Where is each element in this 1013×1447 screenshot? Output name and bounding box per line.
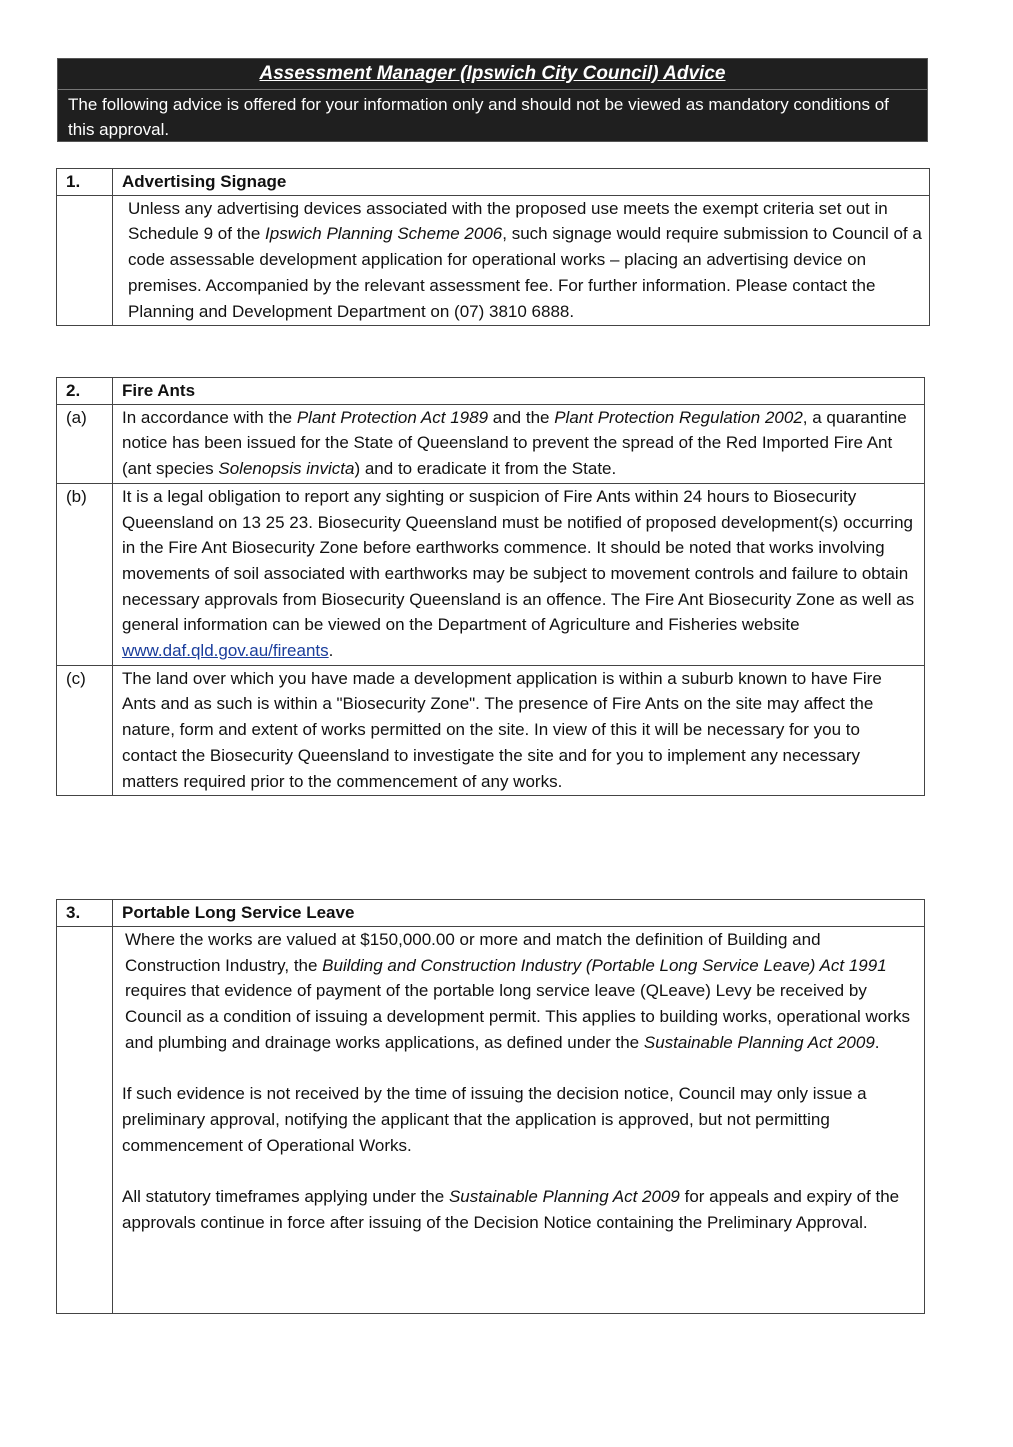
empty-cell [57,927,113,1314]
text-run: , such signage would require submission to Council of a code assessable development application for operational works – placing an advertising device on premises. Accompanied by the relevant assessment fee. For further information. Please contact the Planning and Development Department on (07) 3810 6888. [128,224,922,321]
text-run: All statutory timeframes applying under the [122,1187,449,1206]
italic-run: Sustainable Planning Act 2009 [448,1187,680,1206]
text-run: ) and to eradicate it from the State. [354,459,617,479]
text-run: It is a legal obligation to report any sighting or suspicion of Fire Ants within 24 hours to Biosecurity Queensland on 13 25 23. Biosecurity Queensland must be notified of proposed development(s) occurring in the Fire Ant Biosecurity Zone before earthworks commence. It should be noted that works involving movements of soil associated with earthworks may be subject to movement controls and failure to obtain necessary approvals from Biosecurity Queensland is an offence. The Fire Ant Biosecurity Zone as well as general information can be viewed on the Department of Agriculture and Fisheries website [122,486,915,635]
paragraph: If such evidence is not received by the time of issuing the decision notice, Council may only issue a preliminary approval, notifying the applicant that the application is approved, but not permitting commencement of Operational Works. [122,1084,867,1155]
text-run: In accordance with the [122,407,297,427]
italic-run: Solenopsis invicta [218,459,355,479]
item-body [113,404,925,483]
paragraph [128,196,923,325]
italic-run: Plant Protection Regulation 2002 [554,407,803,427]
item-label: (b) [57,483,113,665]
italic-run: Ipswich Planning Scheme 2006 [265,224,503,244]
advice-header [57,58,928,142]
item-body [113,665,925,796]
fireants-website-link[interactable]: www.daf.qld.gov.au/fireants [122,641,329,661]
section-title: Portable Long Service Leave [113,900,925,927]
paragraph [122,1184,918,1235]
section-number: 1. [57,169,113,196]
text-run: Where the works are valued at $150,000.00 or more and match the definition of Building and Construction Industry, the [125,930,821,975]
text-run: requires that evidence of payment of the portable long service leave (QLeave) Levy be received by Council as a condition of issuing a development permit. This applies to building works, operational works and plumbing and drainage works applications, as defined under the [125,981,910,1052]
section-body [113,927,925,1314]
section-fire-ants [56,377,925,796]
text-run: and the [488,407,555,427]
paragraph: The land over which you have made a development application is within a suburb known to have Fire Ants and as such is within a "Biosecurity Zone". The presence of Fire Ants on the site may affect the nature, form and extent of works permitted on the site. In view of this it will be necessary for you to contact the Biosecurity Queensland to investigate the site and for you to implement any necessary matters required prior to the commencement of any works. [122,668,882,791]
spacer [122,1056,918,1082]
paragraph [122,484,918,664]
section-portable-long-service-leave [56,899,925,1314]
item-label: (a) [57,404,113,483]
item-body [113,483,925,665]
paragraph [122,927,918,1056]
advice-intro: The following advice is offered for your information only and should not be viewed as mandatory conditions of this approval. [68,95,889,139]
italic-run: Sustainable Planning Act 2009 [643,1032,875,1052]
spacer [122,1158,918,1184]
italic-run: Plant Protection Act 1989 [296,407,489,427]
text-run: . [874,1032,880,1052]
item-label: (c) [57,665,113,796]
italic-run: Building and Construction Industry (Portable Long Service Leave) Act 1991 [322,955,887,975]
section-advertising-signage [56,168,930,326]
text-run: , a quarantine notice has been issued for the State of Queensland to prevent the spread of the Red Imported Fire Ant (ant species [122,407,907,479]
text-run: . [328,641,334,661]
advice-title: Assessment Manager (Ipswich City Council) Advice [58,59,927,90]
text-run: Unless any advertising devices associated with the proposed use meets the exempt criteria set out in Schedule 9 of the [128,198,888,244]
section-number: 3. [57,900,113,927]
empty-cell [57,195,113,326]
text-run: for appeals and expiry of the approvals continue in force after issuing of the Decision Notice containing the Preliminary Approval. [122,1187,900,1232]
section-title: Advertising Signage [113,169,930,196]
section-number: 2. [57,378,113,405]
paragraph [122,405,918,482]
section-title: Fire Ants [113,378,925,405]
section-body [113,195,930,326]
